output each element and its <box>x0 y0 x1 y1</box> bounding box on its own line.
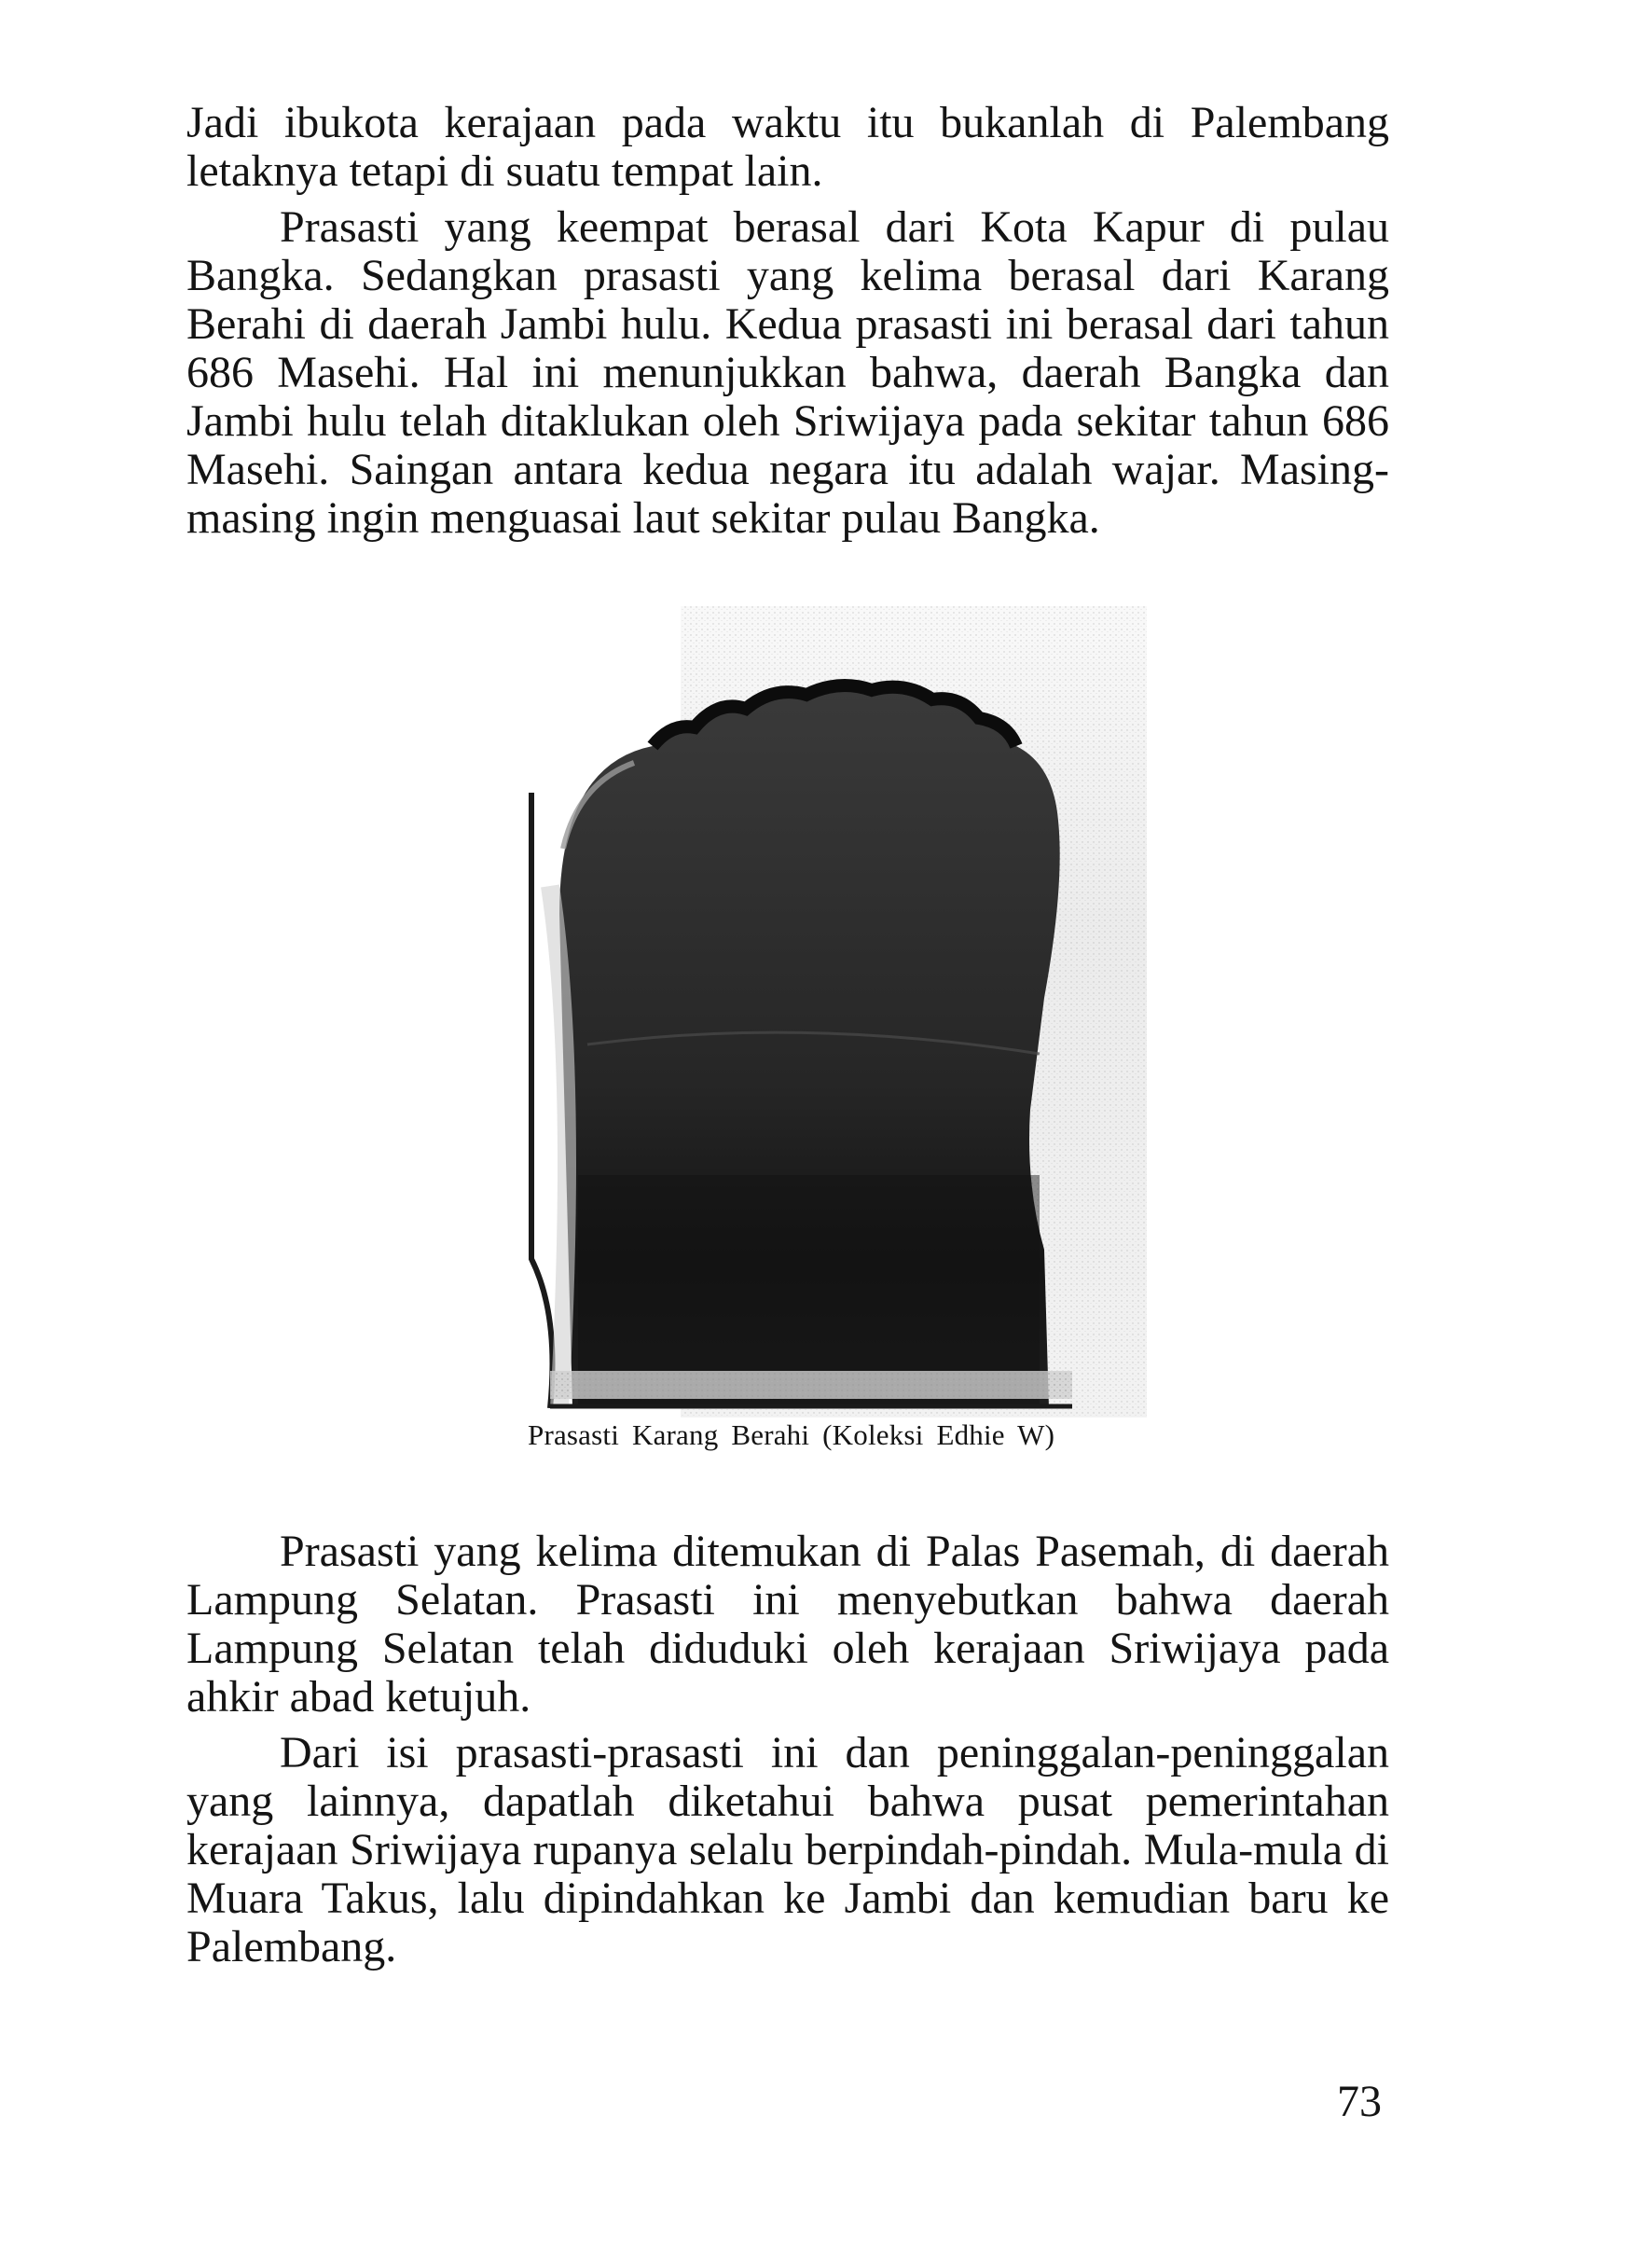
paragraph-2: Prasasti yang keempat berasal dari Kota Kapur di pulau Bangka. Sedangkan prasasti yang kelima berasal dari Karang Berahi di daerah Jambi hulu. Kedua prasasti ini berasal dari tahun 686 Masehi. Hal ini menunjukkan bahwa, daerah Bangka dan Jambi hulu telah ditaklukan oleh Sriwijaya pada sekitar tahun 686 Masehi. Saingan antara kedua negara itu adalah wajar. Masing-masing ingin menguasai laut sekitar pulau Bangka. <box>186 202 1389 543</box>
paragraph-1: Jadi ibukota kerajaan pada waktu itu bukanlah di Palembang letaknya tetapi di suatu tempat lain. <box>186 98 1389 196</box>
paragraph-4: Dari isi prasasti-prasasti ini dan peninggalan-peninggalan yang lainnya, dapatlah diketahui bahwa pusat pemerintahan kerajaan Sriwijaya rupanya selalu berpindah-pindah. Mula-mula di Muara Takus, lalu dipindahkan ke Jambi dan kemudian baru ke Palembang. <box>186 1728 1389 1971</box>
figure-caption: Prasasti Karang Berahi (Koleksi Edhie W) <box>528 1418 1055 1451</box>
page-number: 73 <box>1337 2077 1382 2126</box>
top-text-block <box>186 99 1389 543</box>
bottom-text-block <box>186 1528 1389 1971</box>
paragraph-3: Prasasti yang kelima ditemukan di Palas Pasemah, di daerah Lampung Selatan. Prasasti ini menyebutkan bahwa daerah Lampung Selatan telah diduduki oleh kerajaan Sriwijaya pada ahkir abad ketujuh. <box>186 1527 1389 1722</box>
stone-illustration <box>522 606 1175 1418</box>
inscription-stone-photo <box>522 606 1175 1418</box>
